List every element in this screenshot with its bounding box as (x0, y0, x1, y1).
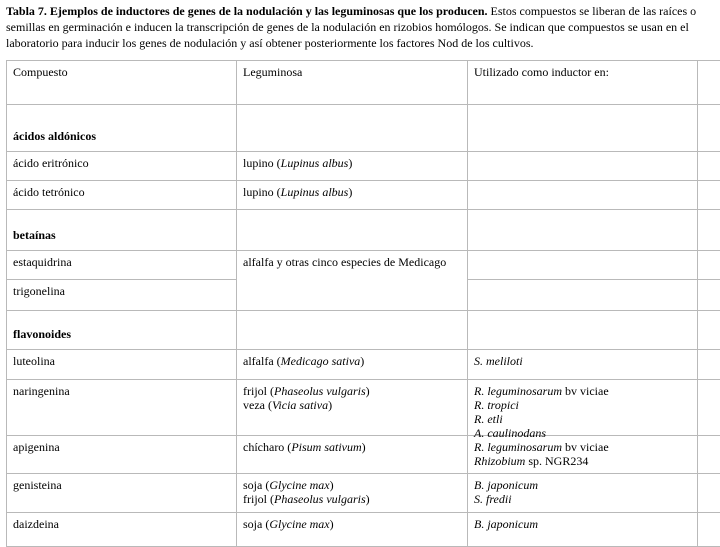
legume-text: ) (330, 478, 334, 492)
empty-cell (698, 474, 720, 513)
legume-species: Glycine max (269, 517, 329, 531)
table-row (7, 436, 720, 474)
legume-text: veza ( (243, 398, 272, 412)
header-extra (698, 61, 720, 105)
legume-text: soja ( (243, 478, 269, 492)
section-row (7, 105, 720, 152)
legume-cell (237, 513, 468, 547)
legume-cell: alfalfa y otras cinco especies de Medicago (237, 251, 468, 311)
legume-text: ) (366, 384, 370, 398)
section-row (7, 311, 720, 350)
legume-cell (237, 380, 468, 436)
empty-cell (237, 311, 468, 350)
legume-text: lupino ( (243, 156, 281, 170)
inducer-species: R. leguminosarum (474, 384, 562, 398)
table-row (7, 251, 720, 280)
section-row (7, 210, 720, 251)
legume-cell (237, 152, 468, 181)
legume-cell (237, 181, 468, 210)
inducer-species: R. tropici (474, 398, 691, 412)
table-row (7, 513, 720, 547)
legume-text: ) (348, 156, 352, 170)
section-betainas: betaínas (7, 210, 237, 251)
inducer-cell (468, 152, 698, 181)
empty-cell (698, 436, 720, 474)
compound-cell: naringenina (7, 380, 237, 436)
table-row (7, 350, 720, 380)
compound-cell: apigenina (7, 436, 237, 474)
header-row (7, 61, 720, 105)
inducer-species: A. caulinodans (474, 426, 691, 440)
inducer-cell (468, 251, 698, 280)
inducer-text: sp. NGR234 (525, 454, 588, 468)
inducer-species: S. fredii (474, 492, 691, 506)
caption-title: Tabla 7. Ejemplos de inductores de genes de la nodulación y las leguminosas que los producen. (6, 4, 488, 18)
inducer-text: bv viciae (562, 384, 609, 398)
table-row (7, 152, 720, 181)
legume-species: Phaseolus vulgaris (274, 492, 366, 506)
compound-cell: luteolina (7, 350, 237, 380)
legume-species: Phaseolus vulgaris (274, 384, 366, 398)
empty-cell (698, 210, 720, 251)
legume-text: soja ( (243, 517, 269, 531)
section-flavonoides: flavonoides (7, 311, 237, 350)
compound-cell: genisteina (7, 474, 237, 513)
inducer-cell (468, 350, 698, 380)
legume-species: Vicia sativa (272, 398, 328, 412)
caption-text: Estos compuestos se liberan de las raíces o semillas en germinación e inducen la transcripción de genes de la nodulación en rizobios homólogos. Se indican que compuestos se usan en el laboratorio para inducir los genes de nodulación y así obtener posteriormente los factores Nod de los cultivos. (6, 4, 696, 50)
empty-cell (698, 380, 720, 436)
legume-cell (237, 350, 468, 380)
empty-cell (237, 105, 468, 152)
legume-text: ) (360, 354, 364, 368)
legume-text: ) (328, 398, 332, 412)
legume-text: alfalfa ( (243, 354, 281, 368)
inducer-cell (468, 436, 698, 474)
empty-cell (698, 152, 720, 181)
empty-cell (698, 350, 720, 380)
inducer-cell (468, 380, 698, 436)
inducer-species: B. japonicum (474, 517, 538, 531)
legume-text: frijol ( (243, 492, 274, 506)
legume-text: ) (330, 517, 334, 531)
inducer-species: Rhizobium (474, 454, 525, 468)
empty-cell (698, 105, 720, 152)
compound-cell: trigonelina (7, 280, 237, 311)
legume-text: ) (348, 185, 352, 199)
legume-text: lupino ( (243, 185, 281, 199)
inducer-cell (468, 181, 698, 210)
header-leguminosa: Leguminosa (237, 61, 468, 105)
inducer-species: S. meliloti (474, 354, 523, 368)
legume-text: ) (362, 440, 366, 454)
legume-species: Pisum sativum (291, 440, 361, 454)
inducer-text: bv viciae (562, 440, 609, 454)
inducer-species: R. etli (474, 412, 691, 426)
table-caption (6, 3, 714, 51)
empty-cell (698, 311, 720, 350)
empty-cell (698, 280, 720, 311)
legume-cell (237, 474, 468, 513)
table-row (7, 181, 720, 210)
compound-cell: ácido tetrónico (7, 181, 237, 210)
table-row (7, 474, 720, 513)
header-compuesto: Compuesto (7, 61, 237, 105)
legume-text: frijol ( (243, 384, 274, 398)
empty-cell (468, 210, 698, 251)
table-row (7, 380, 720, 436)
empty-cell (698, 251, 720, 280)
compound-cell: daizdeina (7, 513, 237, 547)
inducers-table (6, 60, 720, 547)
empty-cell (698, 181, 720, 210)
inducer-cell (468, 513, 698, 547)
legume-text: ) (366, 492, 370, 506)
empty-cell (468, 105, 698, 152)
inducer-species: B. japonicum (474, 478, 691, 492)
inducer-cell (468, 280, 698, 311)
empty-cell (468, 311, 698, 350)
legume-text: chícharo ( (243, 440, 291, 454)
empty-cell (237, 210, 468, 251)
section-aldonicos: ácidos aldónicos (7, 105, 237, 152)
legume-species: Glycine max (269, 478, 329, 492)
legume-cell (237, 436, 468, 474)
empty-cell (698, 513, 720, 547)
inducer-cell (468, 474, 698, 513)
header-inductor: Utilizado como inductor en: (468, 61, 698, 105)
legume-species: Medicago sativa (281, 354, 361, 368)
inducer-species: R. leguminosarum (474, 440, 562, 454)
compound-cell: estaquidrina (7, 251, 237, 280)
legume-species: Lupinus albus (281, 156, 349, 170)
compound-cell: ácido eritrónico (7, 152, 237, 181)
legume-species: Lupinus albus (281, 185, 349, 199)
